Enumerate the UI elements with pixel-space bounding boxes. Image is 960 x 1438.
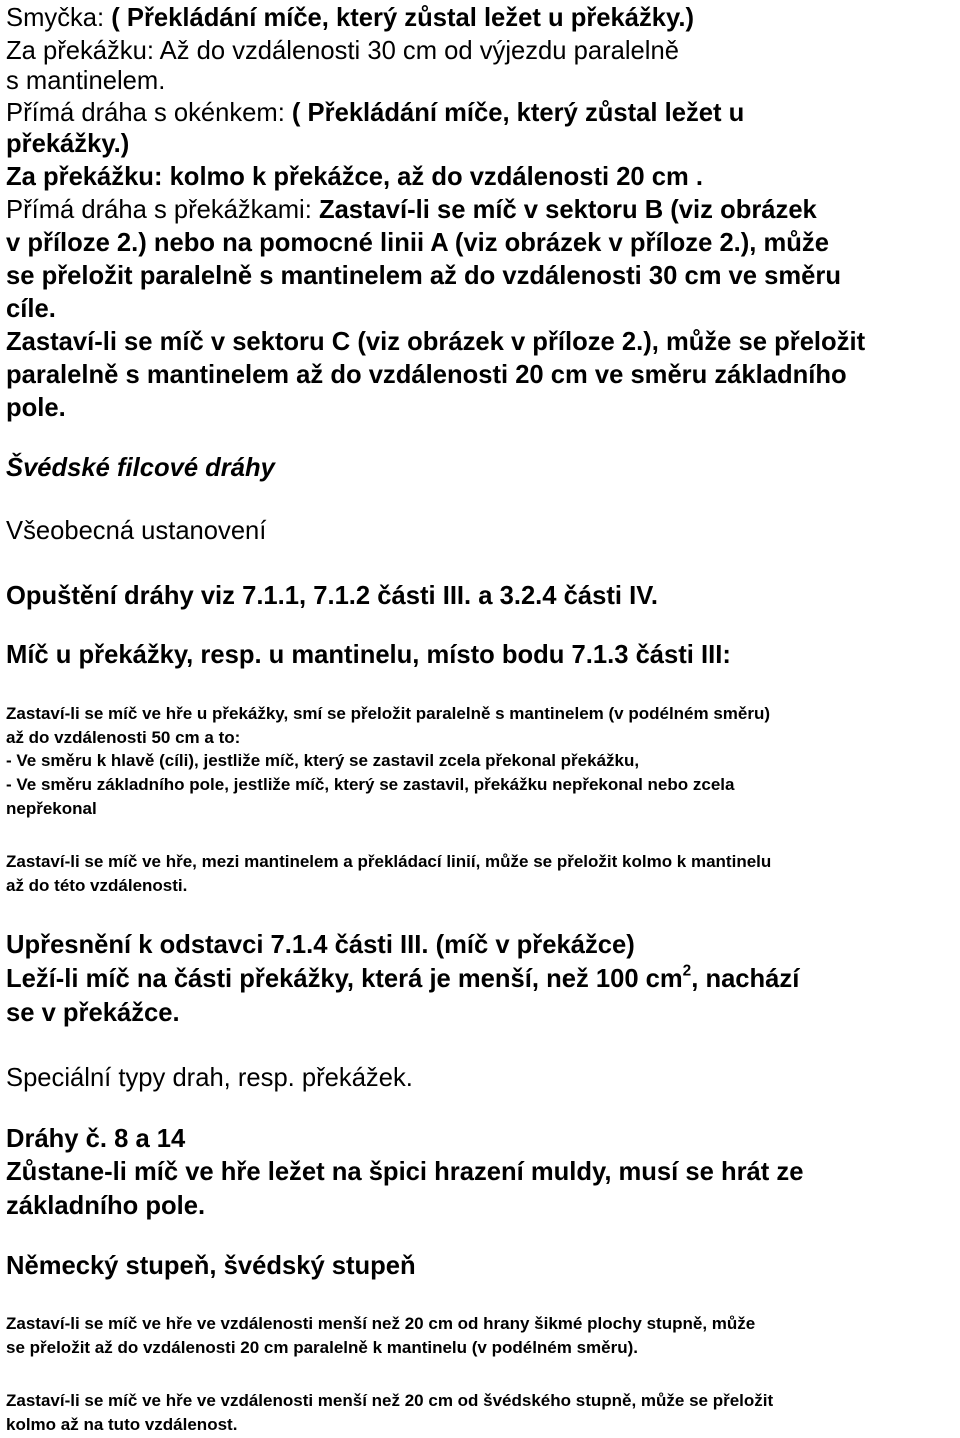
text-line: Za překážku: kolmo k překážce, až do vzdálenosti 20 cm .	[6, 163, 703, 191]
text-span: ( Překládání míče, který zůstal ležet u překážky.)	[111, 4, 694, 32]
text-span: Leží-li míč na části překážky, která je menší, než 100 cm	[6, 965, 683, 993]
text-line: Za překážku: Až do vzdálenosti 30 cm od výjezdu paralelně	[6, 37, 679, 65]
text-line: Opuštění dráhy viz 7.1.1, 7.1.2 části III. a 3.2.4 části IV.	[6, 582, 659, 610]
text-line: paralelně s mantinelem až do vzdálenosti 20 cm ve směru základního	[6, 361, 847, 389]
text-line: se v překážce.	[6, 999, 180, 1027]
text-line: se přeložit paralelně s mantinelem až do vzdálenosti 30 cm ve směru	[6, 262, 841, 290]
text-line: překážky.)	[6, 130, 130, 158]
text-span: ( Překládání míče, který zůstal ležet u	[291, 99, 745, 127]
text-line: cíle.	[6, 295, 56, 323]
text-span: Smyčka:	[6, 4, 112, 32]
text-span: , nachází	[691, 965, 800, 993]
text-line: Dráhy č. 8 a 14	[6, 1125, 186, 1153]
section-heading: Švédské filcové dráhy	[6, 454, 275, 482]
subheading: Všeobecná ustanovení	[6, 517, 267, 545]
text-line: nepřekonal	[6, 799, 97, 818]
text-line: - Ve směru k hlavě (cíli), jestliže míč, který se zastavil zcela překonal překážku,	[6, 751, 640, 770]
text-line: Míč u překážky, resp. u mantinelu, místo bodu 7.1.3 části III:	[6, 641, 731, 669]
text-line: Zůstane-li míč ve hře ležet na špici hrazení muldy, musí se hrát ze	[6, 1158, 804, 1186]
text-line: až do vzdálenosti 50 cm a to:	[6, 728, 241, 747]
text-line: až do této vzdálenosti.	[6, 876, 188, 895]
text-span: Přímá dráha s okénkem:	[6, 99, 292, 127]
text-line: s mantinelem.	[6, 67, 166, 95]
text-line: základního pole.	[6, 1192, 206, 1220]
text-line	[6, 101, 744, 127]
text-line: v příloze 2.) nebo na pomocné linii A (viz obrázek v příloze 2.), může	[6, 229, 829, 257]
text-line: Zastaví-li se míč ve hře ve vzdálenosti menší než 20 cm od švédského stupně, může se přeložit	[6, 1391, 774, 1410]
text-line: Zastaví-li se míč ve hře ve vzdálenosti menší než 20 cm od hrany šikmé plochy stupně, může	[6, 1314, 756, 1333]
subheading: Speciální typy drah, resp. překážek.	[6, 1064, 413, 1092]
text-line: Zastaví-li se míč ve hře, mezi mantinelem a překládací linií, může se přeložit kolmo k mantinelu	[6, 852, 772, 871]
section-heading: Německý stupeň, švédský stupeň	[6, 1252, 416, 1280]
text-line	[6, 962, 800, 993]
text-line: - Ve směru základního pole, jestliže míč, který se zastavil, překážku nepřekonal nebo zcela	[6, 775, 735, 794]
text-line: Zastaví-li se míč ve hře u překážky, smí se přeložit paralelně s mantinelem (v podélném směru)	[6, 704, 771, 723]
text-line: se přeložit až do vzdálenosti 20 cm paralelně k mantinelu (v podélném směru).	[6, 1338, 639, 1357]
text-line: Zastaví-li se míč v sektoru C (viz obrázek v příloze 2.), může se přeložit	[6, 328, 866, 356]
text-line: kolmo až na tuto vzdálenost.	[6, 1415, 238, 1434]
text-line	[6, 198, 817, 224]
text-span: Zastaví-li se míč v sektoru B (viz obrázek	[318, 196, 817, 224]
text-line: Upřesnění k odstavci 7.1.4 části III. (míč v překážce)	[6, 931, 635, 959]
superscript: 2	[682, 962, 692, 980]
text-line	[6, 6, 694, 32]
text-line: pole.	[6, 394, 66, 422]
text-span: Přímá dráha s překážkami:	[6, 196, 319, 224]
